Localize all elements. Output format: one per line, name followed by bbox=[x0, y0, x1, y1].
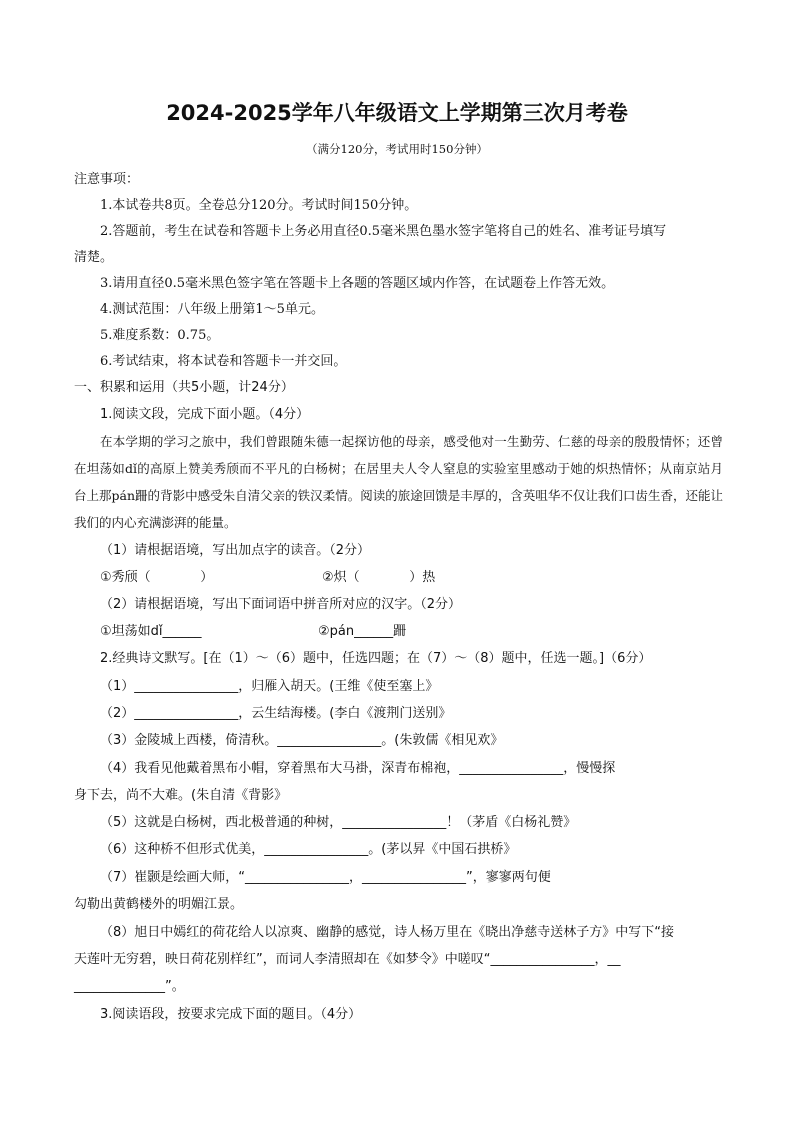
question-2-stem: 2.经典诗文默写。[在（1）～（6）题中，任选四题；在（7）～（8）题中，任选一题。]（6分） bbox=[100, 651, 652, 666]
question-2-line: 勾勒出黄鹤楼外的明媚江景。 bbox=[74, 897, 244, 912]
exam-subtitle: （满分120分，考试用时150分钟） bbox=[306, 142, 488, 156]
notice-item: 3.请用直径0.5毫米黑色签字笔在答题卡上各题的答题区域内作答，在试题卷上作答无效。 bbox=[100, 276, 615, 291]
question-1-stem: 1.阅读文段，完成下面小题。（4分） bbox=[100, 407, 310, 422]
question-1-sub1: （1）请根据语境，写出加点字的读音。（2分） bbox=[100, 543, 371, 558]
notice-item: 2.答题前，考生在试卷和答题卡上务必用直径0.5毫米黑色墨水签字笔将自己的姓名、准考证号填写 bbox=[100, 224, 667, 239]
question-2-line: 天莲叶无穷碧，映日荷花别样红”，而词人李清照却在《如梦令》中嗟叹“________________，__ bbox=[74, 952, 621, 967]
question-1-sub1-a: ①秀颀（ ） bbox=[100, 570, 214, 585]
notice-item: 1.本试卷共8页。全卷总分120分。考试时间150分钟。 bbox=[100, 198, 418, 213]
question-2-line: （3）金陵城上西楼，倚清秋。________________。(朱敦儒《相见欢》 bbox=[100, 733, 504, 748]
question-2-line: （8）旭日中嫣红的荷花给人以凉爽、幽静的感觉，诗人杨万里在《晓出净慈寺送林子方》中写下“接 bbox=[100, 925, 675, 940]
notice-item: 4.测试范围：八年级上册第1～5单元。 bbox=[100, 302, 324, 317]
question-2-line: （4）我看见他戴着黑布小帽，穿着黑布大马褂，深青布棉袍，________________，慢慢探 bbox=[100, 761, 616, 776]
notice-item: 6.考试结束，将本试卷和答题卡一并交回。 bbox=[100, 354, 347, 369]
question-1-sub2-a: ①坦荡如dǐ______ bbox=[100, 624, 202, 639]
question-1-passage: 在本学期的学习之旅中，我们曾跟随朱德一起探访他的母亲，感受他对一生勤劳、仁慈的母亲的殷殷情怀；还曾在坦荡如dǐ的高原上赞美秀颀而不平凡的白杨树；在居里夫人令人窒息的实验室里感动于她的炽热情怀；从南京站月台上那pán跚的背影中感受朱自清父亲的铁汉柔情。阅读的旅途回馈是丰厚的，含英咀华不仅让我们口齿生香，还能让我们的内心充满澎湃的能量。 bbox=[74, 434, 723, 530]
notice-item: 5.难度系数：0.75。 bbox=[100, 328, 220, 343]
question-2-line: （2）________________，云生结海楼。(李白《渡荆门送别》 bbox=[100, 706, 452, 721]
question-1-sub2-b: ②pán______跚 bbox=[318, 624, 407, 639]
question-2-line: （7）崔颢是绘画大师，“________________，________________”，寥寥两句便 bbox=[100, 870, 551, 885]
question-3-stem: 3.阅读语段，按要求完成下面的题目。（4分） bbox=[100, 1007, 362, 1022]
notice-heading: 注意事项： bbox=[74, 172, 140, 187]
section-heading: 一、积累和运用（共5小题，计24分） bbox=[74, 380, 294, 395]
notice-item: 清楚。 bbox=[74, 250, 114, 265]
question-1-sub2: （2）请根据语境，写出下面词语中拼音所对应的汉字。（2分） bbox=[100, 597, 462, 612]
question-2-line: ______________”。 bbox=[74, 979, 185, 994]
question-2-line: （1）________________，归雁入胡天。(王维《使至塞上》 bbox=[100, 679, 439, 694]
question-1-sub1-b: ②炽（ ）热 bbox=[322, 570, 436, 585]
question-2-line: 身下去，尚不大难。(朱自清《背影》 bbox=[74, 788, 288, 803]
question-2-line: （6）这种桥不但形式优美，________________。(茅以昇《中国石拱桥》 bbox=[100, 842, 517, 857]
question-2-line: （5）这就是白杨树，西北极普通的种树，________________！（茅盾《白杨礼赞》 bbox=[100, 815, 577, 830]
exam-title: 2024-2025学年八年级语文上学期第三次月考卷 bbox=[166, 101, 628, 125]
